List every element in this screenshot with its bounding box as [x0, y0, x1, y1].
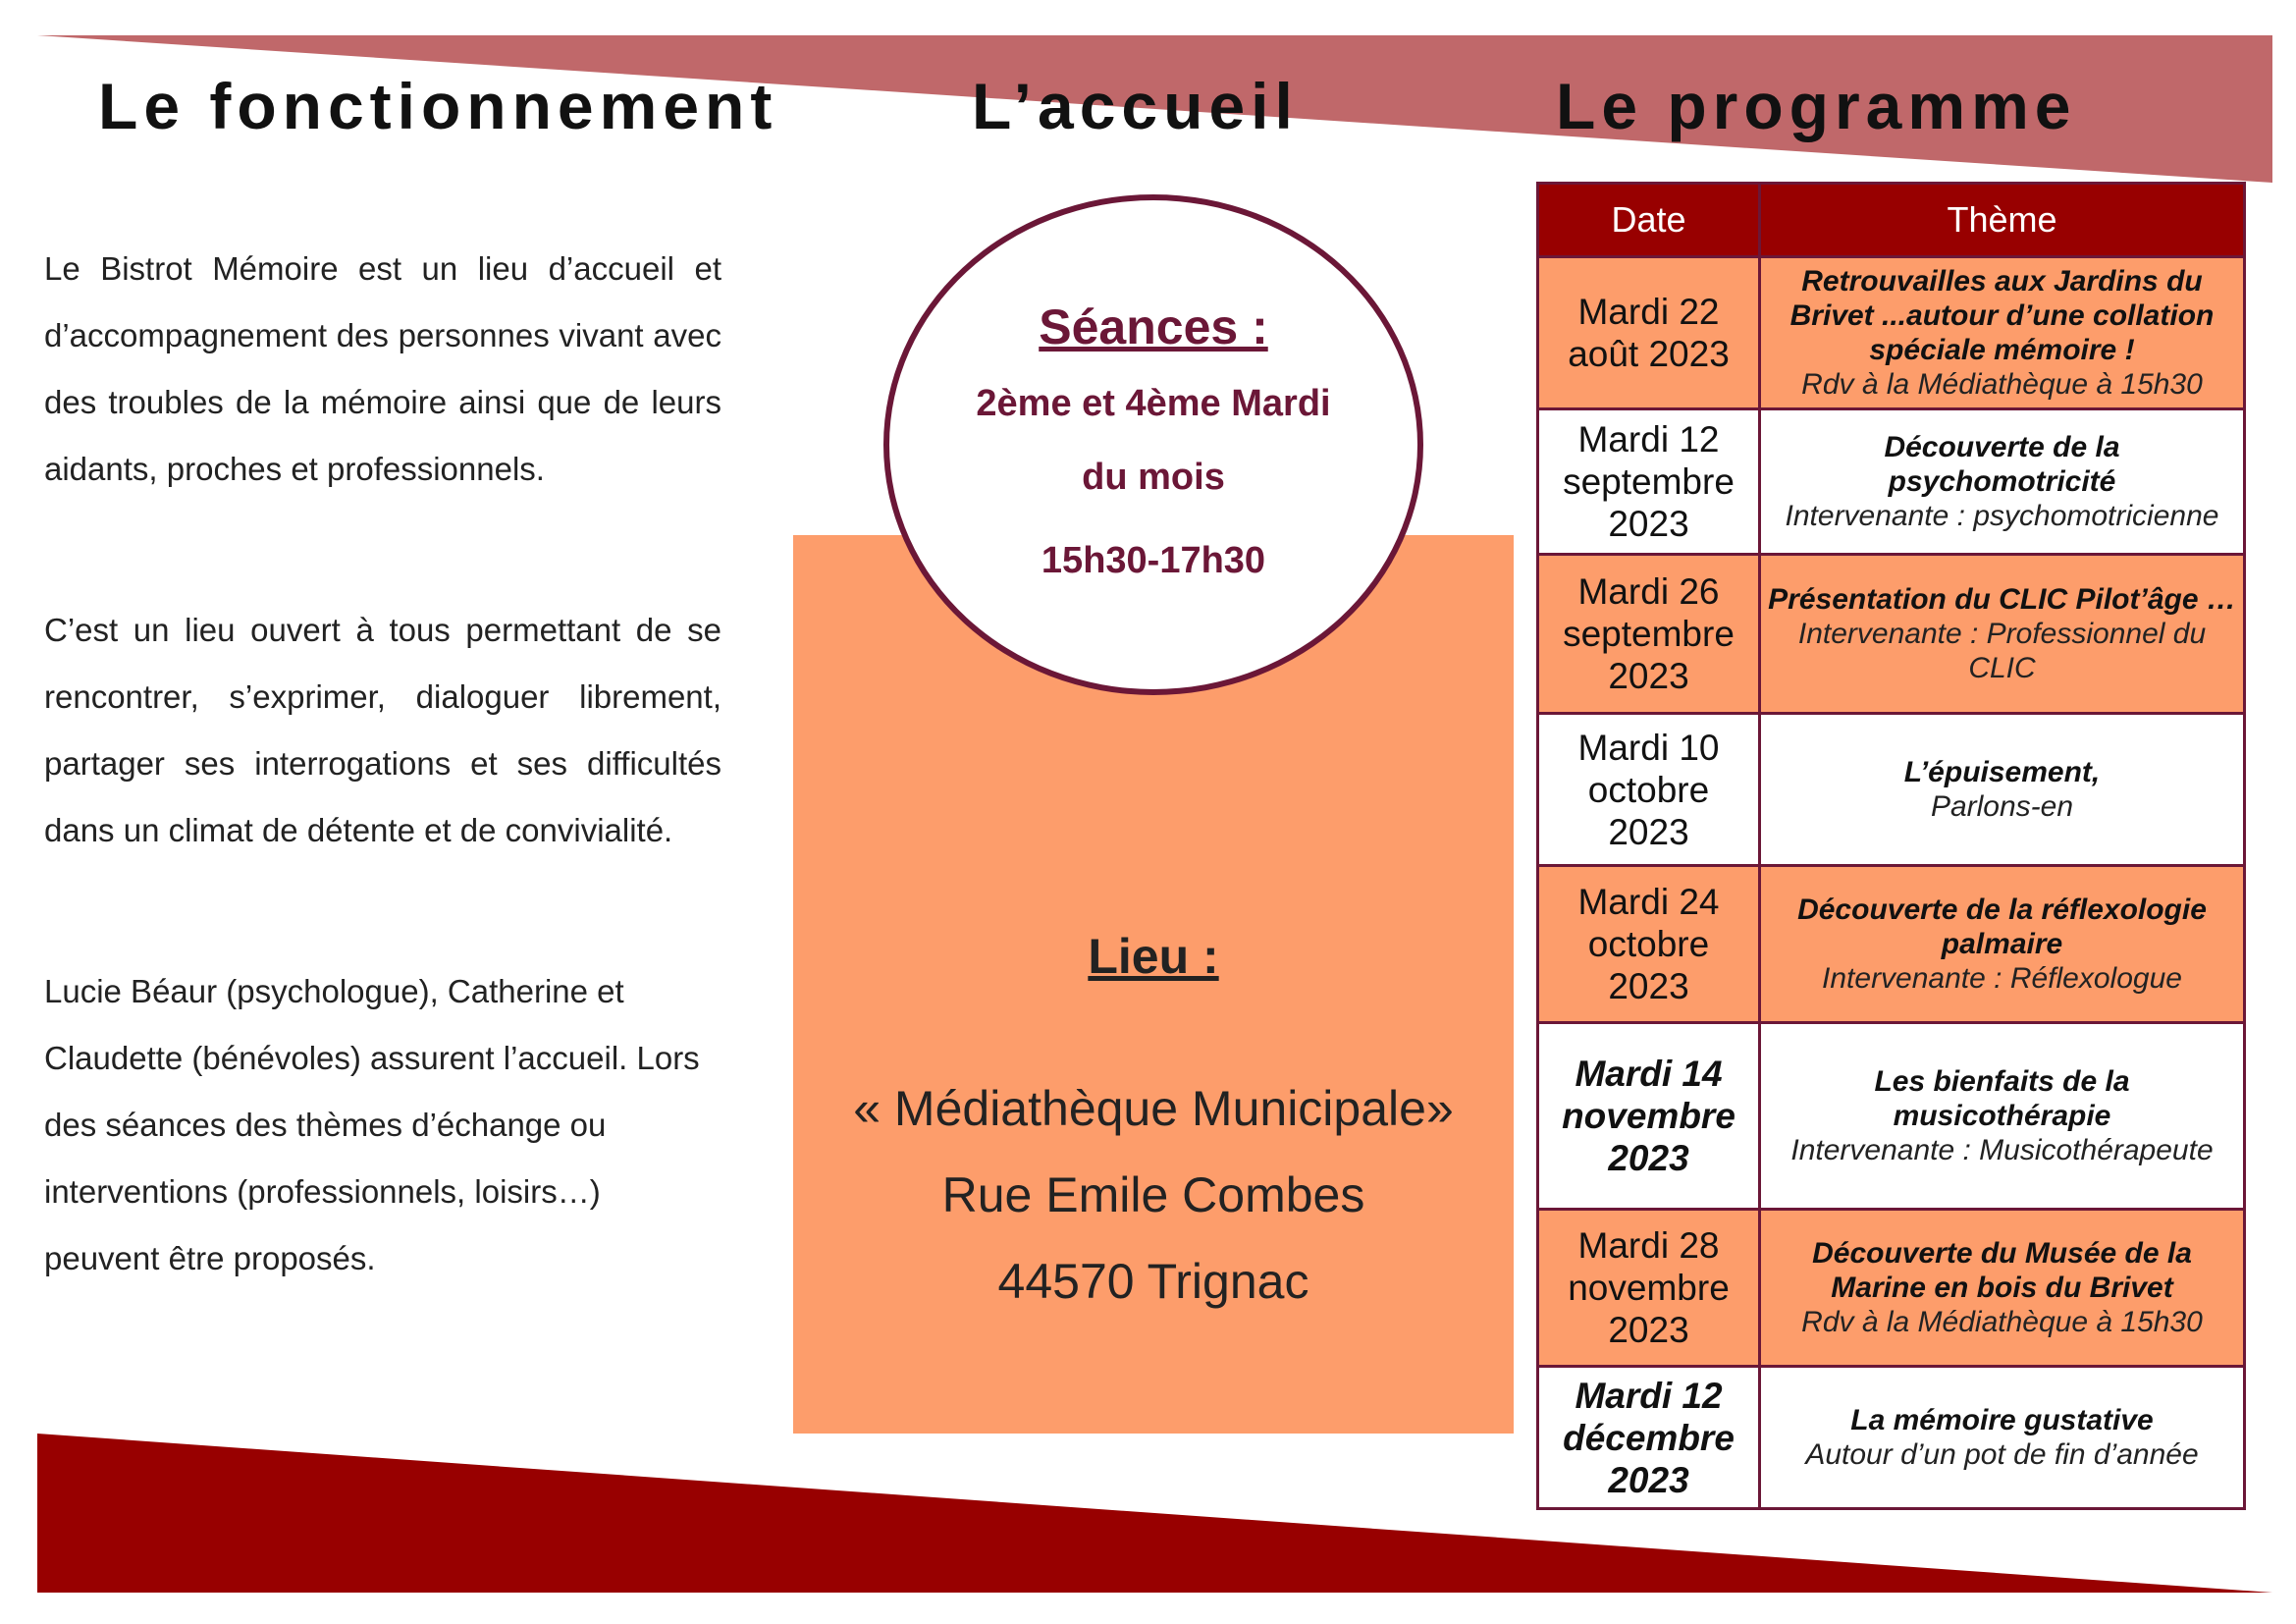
lieu-city: 44570 Trignac	[997, 1254, 1309, 1309]
row-theme	[1760, 555, 2245, 714]
row-date: Mardi 24 octobre 2023	[1538, 866, 1760, 1023]
row-theme	[1760, 1367, 2245, 1509]
row-title: Les bienfaits de la musicothérapie	[1874, 1065, 2130, 1132]
fonctionnement-text	[44, 236, 721, 1386]
row-date: Mardi 12 septembre 2023	[1538, 409, 1760, 555]
table-row	[1538, 1367, 2245, 1509]
row-title: Retrouvailles aux Jardins du Brivet ...autour d’une collation spéciale mémoire !	[1789, 265, 2215, 366]
fonctionnement-paragraph-2: C’est un lieu ouvert à tous permettant de se rencontrer, s’exprimer, dialoguer librement, partager ses interrogations et ses difficultés dans un climat de détente et de convivialité.	[44, 612, 721, 848]
row-title: Découverte du Musée de la Marine en bois du Brivet	[1812, 1237, 2192, 1304]
heading-accueil: L’accueil	[972, 70, 1299, 142]
row-title: Découverte de la psychomotricité	[1884, 431, 2120, 498]
seances-month: du mois	[1082, 457, 1225, 498]
row-sub: Autour d’un pot de fin d’année	[1805, 1438, 2199, 1471]
row-theme	[1760, 714, 2245, 866]
row-sub: Intervenante : psychomotricienne	[1785, 500, 2219, 532]
heading-fonctionnement: Le fonctionnement	[98, 70, 778, 142]
row-title: La mémoire gustative	[1850, 1404, 2154, 1436]
row-title: Présentation du CLIC Pilot’âge …	[1768, 583, 2236, 616]
seances-days: 2ème et 4ème Mardi	[976, 383, 1331, 424]
table-row	[1538, 866, 2245, 1023]
seances-label: Séances :	[1039, 299, 1268, 354]
seances-circle	[883, 194, 1423, 695]
row-date: Mardi 12 décembre 2023	[1538, 1367, 1760, 1509]
table-row	[1538, 714, 2245, 866]
row-theme	[1760, 1210, 2245, 1367]
row-theme	[1760, 257, 2245, 409]
row-title: Découverte de la réflexologie palmaire	[1797, 893, 2207, 960]
header-theme: Thème	[1760, 184, 2245, 257]
row-date: Mardi 26 septembre 2023	[1538, 555, 1760, 714]
table-row	[1538, 1210, 2245, 1367]
row-theme	[1760, 1023, 2245, 1210]
row-theme	[1760, 866, 2245, 1023]
header-date: Date	[1538, 184, 1760, 257]
row-sub: Intervenante : Professionnel du CLIC	[1797, 618, 2207, 684]
row-sub: Intervenante : Réflexologue	[1822, 962, 2182, 995]
row-theme	[1760, 409, 2245, 555]
fonctionnement-paragraph-3: Lucie Béaur (psychologue), Catherine et Claudette (bénévoles) assurent l’accueil. Lors des séances des thèmes d’échange ou interventions (professionnels, loisirs…) peuvent être proposés.	[44, 973, 700, 1276]
programme-table	[1536, 182, 2246, 1510]
lieu-name: « Médiathèque Municipale»	[853, 1081, 1454, 1136]
table-row	[1538, 1023, 2245, 1210]
row-sub: Rdv à la Médiathèque à 15h30	[1801, 1306, 2203, 1338]
row-title: L’épuisement,	[1903, 756, 2101, 788]
fonctionnement-paragraph-1: Le Bistrot Mémoire est un lieu d’accueil et d’accompagnement des personnes vivant avec des troubles de la mémoire ainsi que de leurs aidants, proches et professionnels.	[44, 250, 721, 487]
row-sub: Intervenante : Musicothérapeute	[1790, 1134, 2214, 1166]
table-row	[1538, 257, 2245, 409]
row-date: Mardi 10 octobre 2023	[1538, 714, 1760, 866]
seances-time: 15h30-17h30	[1041, 540, 1266, 581]
lieu-label: Lieu :	[1088, 929, 1219, 984]
row-sub: Parlons-en	[1930, 790, 2074, 823]
row-date: Mardi 14 novembre 2023	[1538, 1023, 1760, 1210]
table-row	[1538, 409, 2245, 555]
row-date: Mardi 28 novembre 2023	[1538, 1210, 1760, 1367]
row-sub: Rdv à la Médiathèque à 15h30	[1801, 368, 2203, 401]
row-date: Mardi 22 août 2023	[1538, 257, 1760, 409]
table-row	[1538, 555, 2245, 714]
lieu-street: Rue Emile Combes	[941, 1167, 1365, 1222]
heading-programme: Le programme	[1556, 70, 2077, 142]
